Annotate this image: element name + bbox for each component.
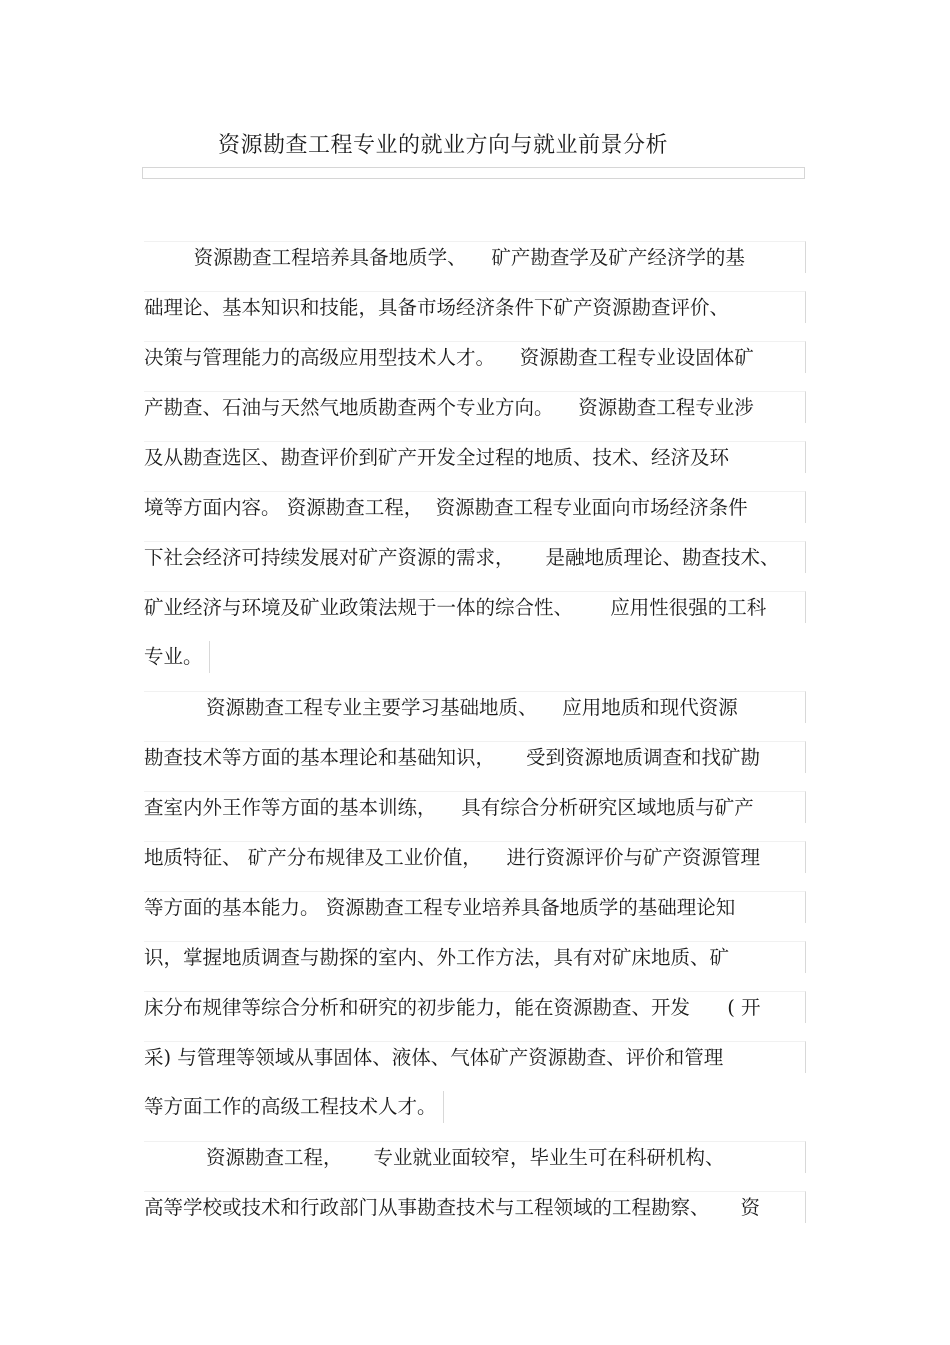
paragraph-1-line-3: 决策与管理能力的高级应用型技术人才。 资源勘查工程专业设固体矿 [144, 341, 806, 373]
paragraph-2-line-9: 等方面工作的高级工程技术人才。 [144, 1091, 444, 1123]
title-divider [142, 167, 805, 179]
paragraph-1-line-7: 下社会经济可持续发展对矿产资源的需求， 是融地质理论、勘查技术、 [144, 541, 806, 573]
paragraph-2-line-5: 等方面的基本能力。 资源勘查工程专业培养具备地质学的基础理论知 [144, 891, 806, 923]
paragraph-1-line-5: 及从勘查选区、勘查评价到矿产开发全过程的地质、技术、经济及环 [144, 441, 806, 473]
paragraph-2-line-6: 识，掌握地质调查与勘探的室内、外工作方法，具有对矿床地质、矿 [144, 941, 806, 973]
paragraph-3-line-1: 资源勘查工程， 专业就业面较窄，毕业生可在科研机构、 [144, 1141, 806, 1173]
paragraph-2-line-7: 床分布规律等综合分析和研究的初步能力，能在资源勘查、开发 ( 开 [144, 991, 806, 1023]
paragraph-2-line-2: 勘查技术等方面的基本理论和基础知识， 受到资源地质调查和找矿勘 [144, 741, 806, 773]
paragraph-1-line-2: 础理论、基本知识和技能，具备市场经济条件下矿产资源勘查评价、 [144, 291, 806, 323]
paragraph-1-line-9: 专业。 [144, 641, 210, 673]
paragraph-2-line-4: 地质特征、 矿产分布规律及工业价值， 进行资源评价与矿产资源管理 [144, 841, 806, 873]
document-title: 资源勘查工程专业的就业方向与就业前景分析 [218, 133, 669, 158]
paragraph-2-line-1: 资源勘查工程专业主要学习基础地质、 应用地质和现代资源 [144, 691, 806, 723]
paragraph-2-line-3: 查室内外王作等方面的基本训练， 具有综合分析研究区域地质与矿产 [144, 791, 806, 823]
paragraph-1-line-4: 产勘查、石油与天然气地质勘查两个专业方向。 资源勘查工程专业涉 [144, 391, 806, 423]
paragraph-3-line-2: 高等学校或技术和行政部门从事勘查技术与工程领域的工程勘察、 资 [144, 1191, 806, 1223]
paragraph-1-line-1: 资源勘查工程培养具备地质学、 矿产勘查学及矿产经济学的基 [144, 241, 806, 273]
paragraph-1-line-6: 境等方面内容。 资源勘查工程， 资源勘查工程专业面向市场经济条件 [144, 491, 806, 523]
paragraph-1-line-8: 矿业经济与环境及矿业政策法规于一体的综合性、 应用性很强的工科 [144, 591, 806, 623]
paragraph-2-line-8: 采) 与管理等领域从事固体、液体、气体矿产资源勘查、评价和管理 [144, 1041, 806, 1073]
